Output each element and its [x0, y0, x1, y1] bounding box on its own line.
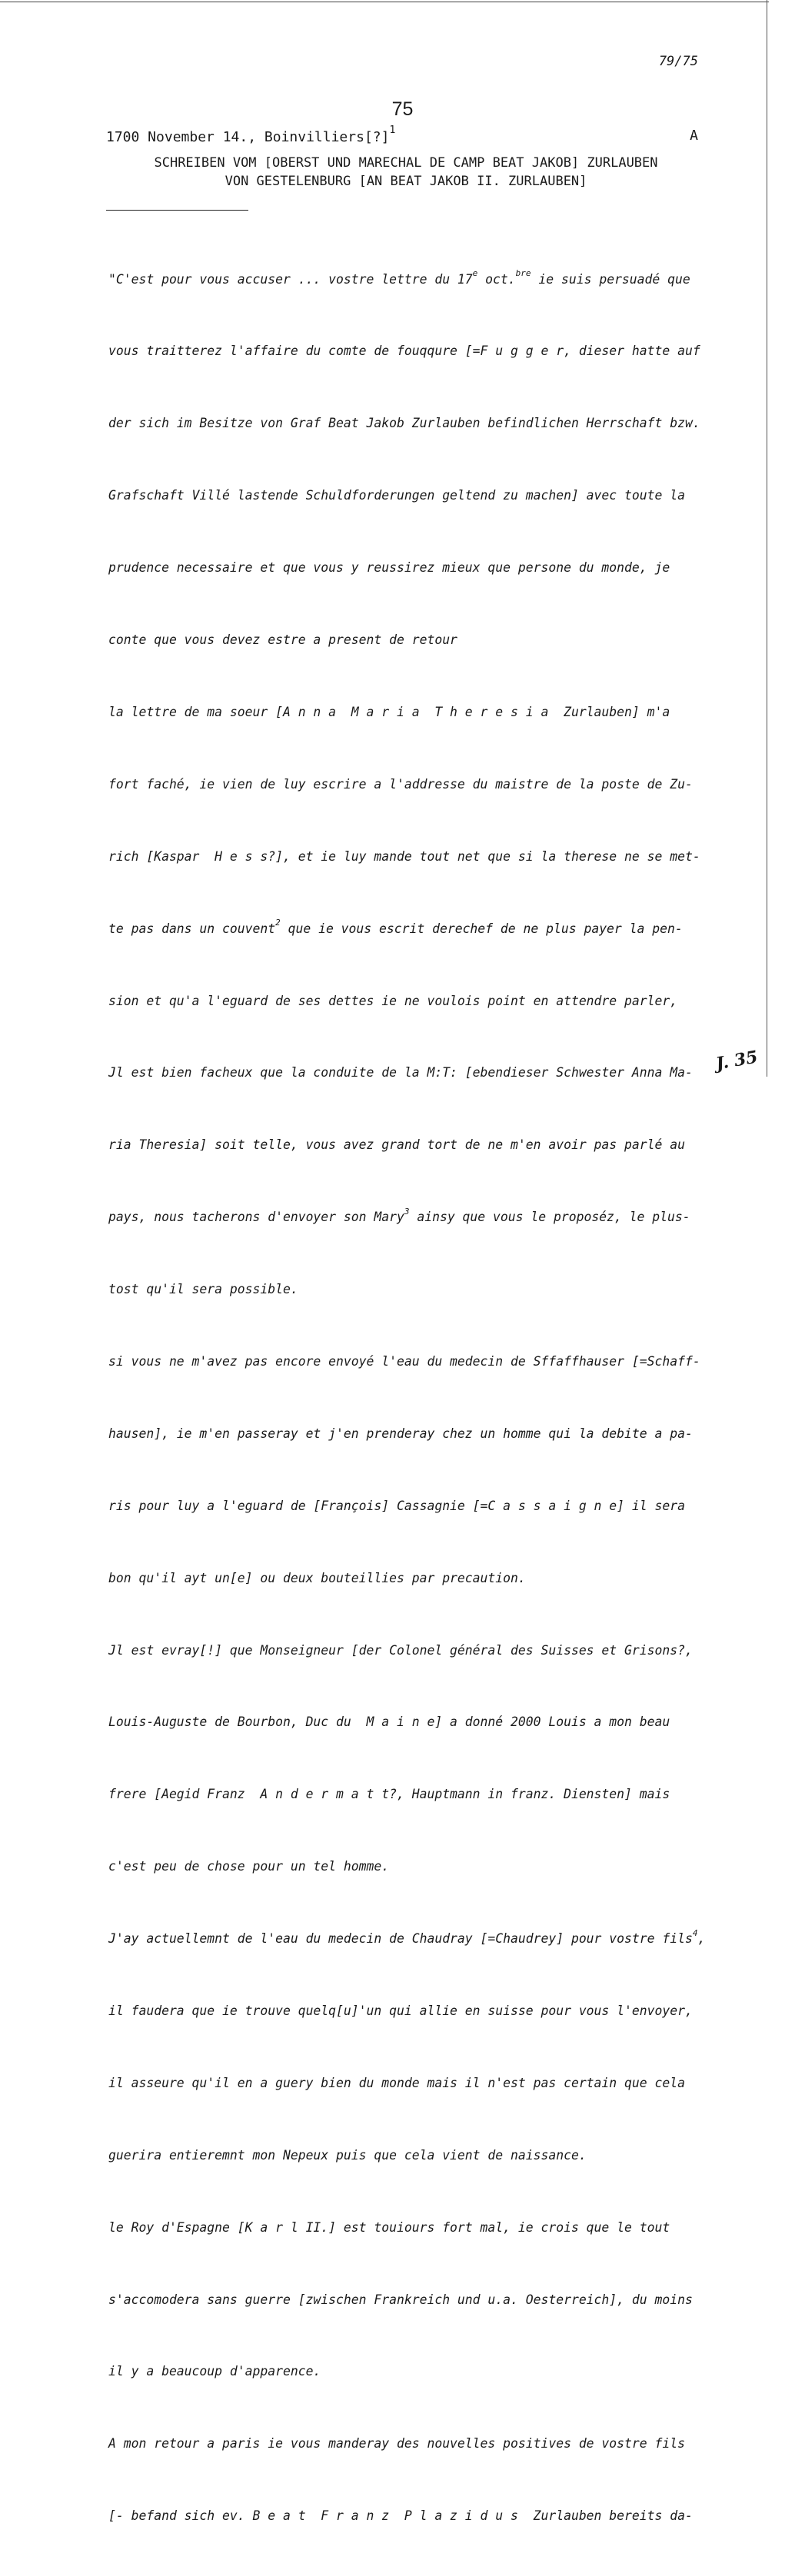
text-line: bon qu'il ayt un[e] ou deux bouteillies par precaution. [108, 1570, 526, 1585]
text-line: la lettre de ma soeur [A n n a M a r i a T h e r e s i a Zurlauben] m'a [108, 704, 670, 719]
folio-number: 79/75 [658, 54, 698, 69]
text-line: guerira entieremnt mon Nepeux puis que cela vient de naissance. [108, 2147, 587, 2163]
text-line: ria Theresia] soit telle, vous avez grand tort de ne m'en avoir pas parlé au [108, 1137, 685, 1153]
title-line-2: VON GESTELENBURG [AN BEAT JAKOB II. ZURLAUBEN] [225, 174, 587, 189]
text-line: "C'est pour vous accuser ... vostre lettre du 17e oct.$^{bre}$ ie suis persuadé que [108, 268, 690, 287]
text-line: der sich im Besitze von Graf Beat Jakob Zurlauben befindlichen Herrschaft bzw. [108, 416, 700, 431]
letter-mark: A [690, 128, 698, 144]
text-line: te pas dans un couvent$^2$ que ie vous escrit derechef de ne plus payer la pen- [108, 918, 683, 936]
text-line: rich [Kaspar H e s s?], et ie luy mande tout net que si la therese ne se met- [108, 848, 700, 864]
handwritten-mark: J. 35 [714, 1047, 760, 1074]
text-line: A mon retour a paris ie vous manderay des nouvelles positives de vostre fils [108, 2436, 685, 2452]
page-number: 75 [391, 98, 414, 120]
text-line: prudence necessaire et que vous y reussirez mieux que persone du monde, je [108, 560, 670, 576]
text-line: pays, nous tacherons d'envoyer son Mary$^3$ ainsy que vous le proposéz, le plus- [108, 1206, 690, 1225]
text-line: il faudera que ie trouve quelq[u]'un qui allie en suisse pour vous l'envoyer, [108, 2003, 693, 2018]
date-place: 1700 November 14., Boinvilliers[?] [106, 129, 390, 145]
text-line: Grafschaft Villé lastende Schuldforderungen geltend zu machen] avec toute la [108, 488, 685, 503]
text-line: il asseure qu'il en a guery bien du monde mais il n'est pas certain que cela [108, 2075, 685, 2090]
text-line: Jl est evray[!] que Monseigneur [der Colonel général des Suisses et Grisons?, [108, 1642, 693, 1658]
footnote-ref-2: 2 [275, 918, 281, 928]
text-line: le Roy d'Espagne [K a r l II.] est touiours fort mal, ie crois que le tout [108, 2219, 670, 2235]
footnote-ref-3: 3 [404, 1206, 410, 1217]
separator-rule [106, 210, 248, 211]
text-line: c'est peu de chose pour un tel homme. [108, 1859, 390, 1874]
text-line: conte que vous devez estre a present de retour [108, 632, 457, 648]
text-line: fort faché, ie vien de luy escrire a l'addresse du maistre de la poste de Zu- [108, 776, 693, 792]
text-line: ris pour luy a l'eguard de [François] Cassagnie [=C a s s a i g n e] il sera [108, 1498, 685, 1513]
footnote-ref-4: 4 [692, 1927, 698, 1938]
text-line: s'accomodera sans guerre [zwischen Frankreich und u.a. Oesterreich], du moins [108, 2292, 693, 2307]
text-line: J'ay actuellemnt de l'eau du medecin de Chaudray [=Chaudrey] pour vostre fils$^4$, [108, 1927, 706, 1947]
text-line: Louis-Auguste de Bourbon, Duc du M a i n e] a donné 2000 Louis a mon beau [108, 1715, 670, 1730]
text-line: Jl est bien facheux que la conduite de la M:T: [ebendieser Schwester Anna Ma- [108, 1065, 693, 1081]
text-line: si vous ne m'avez pas encore envoyé l'eau du medecin de Sffaffhauser [=Schaff- [108, 1353, 700, 1369]
text-line: frere [Aegid Franz A n d e r m a t t?, Hauptmann in franz. Diensten] mais [108, 1787, 670, 1802]
footnote-ref-1: 1 [389, 124, 396, 136]
document-title [106, 154, 706, 191]
title-line-1: SCHREIBEN VOM [OBERST UND MARECHAL DE CAMP BEAT JAKOB] ZURLAUBEN [154, 155, 658, 171]
text-line: hausen], ie m'en passeray et j'en prenderay chez un homme qui la debite a pa- [108, 1426, 693, 1441]
date-place-line [106, 124, 706, 145]
text-line: vous traitterez l'affaire du comte de fouqqure [=F u g g e r, dieser hatte auf [108, 344, 700, 359]
text-line: sion et qu'a l'eguard de ses dettes ie ne voulois point en attendre parler, [108, 993, 678, 1008]
text-line: [- befand sich ev. B e a t F r a n z P l a z i d u s Zurlauben bereits da- [108, 2508, 693, 2524]
text-line: il y a beaucoup d'apparence. [108, 2364, 321, 2379]
text-line: tost qu'il sera possible. [108, 1282, 298, 1297]
letter-body [108, 219, 724, 2576]
